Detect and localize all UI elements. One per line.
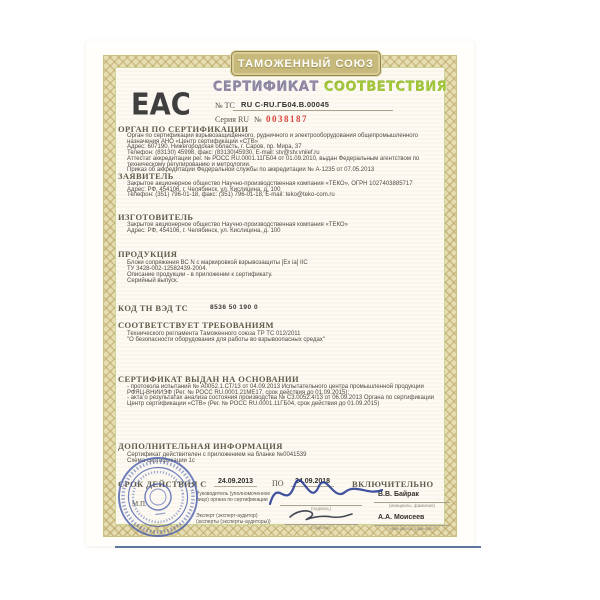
expert-signature-stroke [290, 511, 352, 520]
stamp-outer-ring [114, 453, 202, 541]
certification-body-round-stamp [112, 451, 205, 544]
manufacturer-line: Адрес: РФ, 454106, г. Челябинск, ул. Кислицина, д. 100 [127, 227, 281, 234]
certification-body-line: Адрес: 607190, Нижегородская область, г. Саров, пр. Мира, 37 [127, 144, 302, 151]
customs-union-banner [231, 51, 381, 76]
stamp-middle-ring [125, 464, 192, 531]
expert-signature-caption: (подпись) [310, 525, 331, 530]
tn-ved-code-value: 8536 50 190 0 [210, 304, 259, 311]
section-header-issued-on-basis: СЕРТИФИКАТ ВЫДАН НА ОСНОВАНИИ [118, 374, 300, 384]
head-signature-caption: (подпись) [310, 506, 331, 511]
cert-number-value: RU C-RU.ГБ04.В.00045 [241, 100, 330, 109]
stamp-inner-circular-text [130, 469, 186, 525]
head-name-caption: (инициалы, фамилия) [389, 503, 435, 508]
applicant-line: Адрес: РФ, 454106, г. Челябинск, ул. Кислицина, д. 100 [127, 186, 281, 193]
section-header-applicant: ЗАЯВИТЕЛЬ [118, 171, 174, 181]
complies-with-text [127, 331, 445, 343]
certification-body-line: Орган по сертификации взрывозащищенного, рудничного и электрооборудования общепромышленного назначения АНО «Центр сертификации «СТВ» [127, 133, 419, 145]
section-header-tn-ved-code: КОД ТН ВЭД ТС [118, 303, 189, 313]
complies-line: Технического регламента Таможенного союза ТР ТС 012/2011 [127, 331, 301, 337]
eac-mark-logo: ЕАС [131, 88, 191, 123]
head-name: В.В. Байрак [378, 491, 419, 498]
validity-label-start: СРОК ДЕЙСТВИЯ С [118, 479, 207, 489]
product-text [127, 260, 445, 284]
head-signature-stroke [270, 480, 382, 504]
applicant-line: Закрытое акционерное общество Научно-производственная компания «ТЕКО», ОГРН 1027403885717 [127, 181, 413, 187]
mp-seal-place-label: М.П. [132, 500, 147, 508]
product-line: Блоки сопряжения ВС N с маркировкой взрывозащиты [Ex ia] IIC [127, 260, 308, 266]
certification-body-line: Приказ об аккредитации Федеральной службы по аккредитации № А-1235 от 07.05.2013 [127, 167, 375, 174]
certification-body-text [127, 134, 439, 174]
stamp-center-ring [143, 482, 172, 511]
basis-line: - протокола испытаний № А0052.1.СТ/13 от 04.09.2013 Испытательного центра промышленной продукции РФЯЦ-ВНИИЭФ (Рег. № РОСС RU.0001.21МЕ17, срок действия до 01.09.2015); [127, 384, 424, 396]
manufacturer-text [127, 223, 445, 234]
complies-line: "О безопасности оборудования для работы во взрывоопасных средах" [127, 337, 325, 344]
customs-union-banner-label: ТАМОЖЕННЫЙ СОЮЗ [238, 57, 374, 70]
additional-info-line: Схема сертификации 1с [127, 458, 195, 465]
stamp-center-emblem [149, 488, 167, 506]
manufacturer-line: Закрытое акционерное общество Научно-производственная компания «ТЕКО» [127, 222, 348, 228]
series-label: Серия RU [215, 115, 250, 124]
head-role-line: Руководитель (уполномоченное [196, 491, 271, 497]
series-no-sign: № [254, 115, 262, 124]
expert-name: А.А. Моисеев [378, 514, 425, 521]
product-line: Описание продукции - в приложении к сертификату. [127, 272, 273, 279]
section-header-manufacturer: ИЗГОТОВИТЕЛЬ [118, 212, 194, 222]
product-line: Серийный выпуск. [127, 278, 179, 285]
certificate-title [213, 80, 447, 95]
product-line: ТУ 3428-002-12582439-2004. [127, 266, 208, 273]
handwritten-signatures [262, 472, 392, 530]
certification-body-line: Телефон: (83130) 45998, факс: (83130)45930, E-mail: stv@stv.vniief.ru [127, 150, 320, 157]
series-serial-number: 0038187 [266, 113, 308, 124]
validity-label-end: ВКЛЮЧИТЕЛЬНО [352, 479, 434, 489]
expert-role-line: Эксперт (эксперт-аудитор) [196, 513, 258, 519]
certificate-title-word1: СЕРТИФИКАТ [213, 80, 320, 95]
scan-edge-line [115, 546, 481, 548]
validity-date-from: 24.09.2013 [214, 478, 257, 487]
section-header-product: ПРОДУКЦИЯ [118, 249, 178, 259]
section-header-complies-with: СООТВЕТСТВУЕТ ТРЕБОВАНИЯМ [118, 320, 274, 330]
section-header-additional-info: ДОПОЛНИТЕЛЬНАЯ ИНФОРМАЦИЯ [118, 441, 283, 451]
additional-info-line: Сертификат действителен с приложением на бланке №0041539 [127, 452, 307, 458]
stamp-detail-line [155, 513, 165, 514]
validity-po-label: ПО [272, 479, 284, 488]
expert-role-line: (эксперты (эксперты-аудиторы)) [196, 518, 271, 525]
basis-line: - акта о результатах анализа состояния производства № С3.0052.4/13 от 06.09.2013 Органа по сертификации Центр сертификации «СТВ» (Рег. № РОСС RU.0001.11ГБ04, срок действия до 01.09.2015) [127, 395, 435, 408]
certification-body-line: Аттестат аккредитации рег. № РОСС RU.0001.11ГБ04 от 01.09.2010, выдан Федеральным агентством по техническому регулированию и метрологии. [127, 155, 420, 168]
head-role-line: лицо) органа по сертификации [196, 496, 268, 503]
certificate-title-word2: СООТВЕТСТВИЯ [324, 80, 448, 95]
cert-number-label: № ТС [215, 101, 235, 110]
issued-on-basis-text [127, 385, 441, 408]
expert-name-caption: (инициалы, фамилия) [389, 526, 435, 531]
applicant-line: Телефон: (351) 796-01-18, факс: (351) 796-01-18, E-mail: teko@teko-com.ru [127, 192, 335, 199]
cert-number-underline [233, 100, 393, 111]
section-header-certification-body: ОРГАН ПО СЕРТИФИКАЦИИ [118, 124, 249, 134]
applicant-text [127, 182, 445, 199]
validity-date-to: 24.09.2018 [291, 478, 334, 487]
